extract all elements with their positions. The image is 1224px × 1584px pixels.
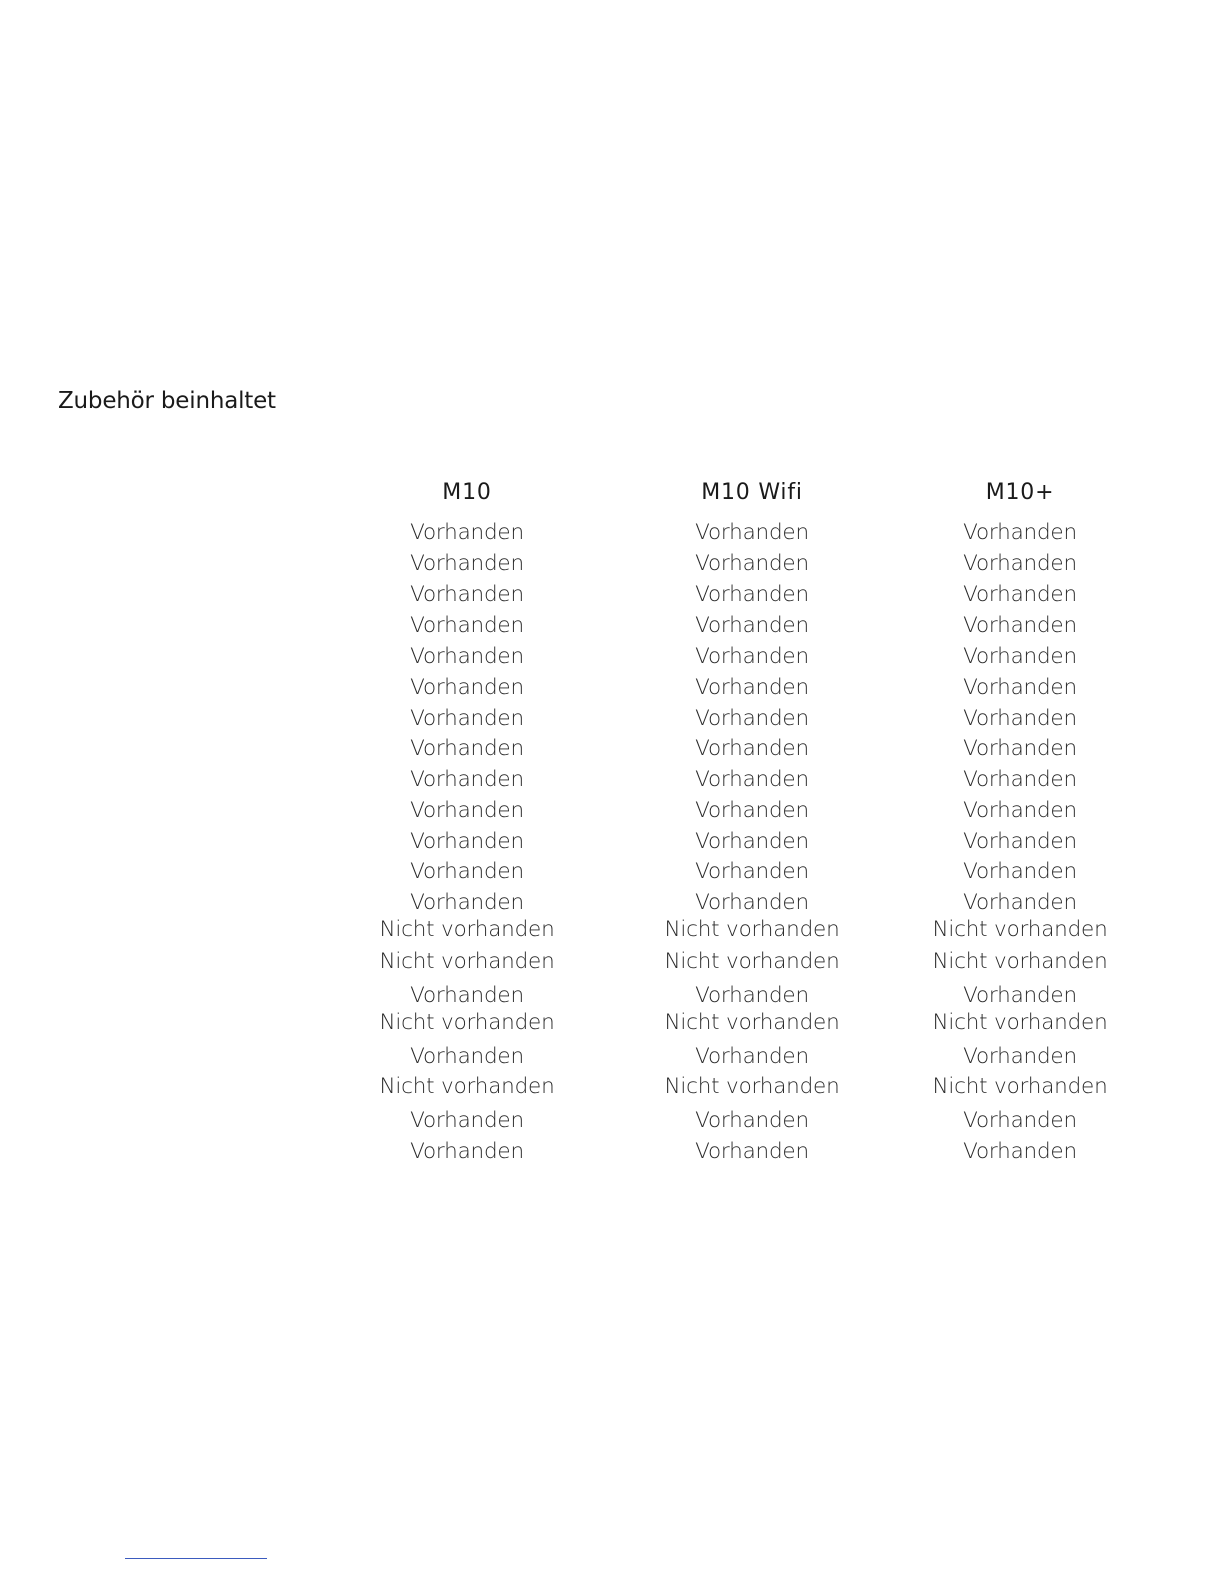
cell-m10-plus-row-2: Vorhanden	[963, 551, 1077, 576]
cell-m10-wifi-row-21: Vorhanden	[695, 1139, 809, 1164]
footer-divider	[125, 1558, 267, 1559]
cell-m10-wifi-row-12: Vorhanden	[695, 859, 809, 884]
cell-m10-row-18: Vorhanden	[410, 1044, 524, 1069]
cell-m10-row-5: Vorhanden	[410, 644, 524, 669]
cell-m10-row-2: Vorhanden	[410, 551, 524, 576]
cell-m10-row-7: Vorhanden	[410, 706, 524, 731]
cell-m10-row-20: Vorhanden	[410, 1108, 524, 1133]
cell-m10-wifi-row-19: Nicht vorhanden	[664, 1074, 840, 1099]
cell-m10-plus-row-5: Vorhanden	[963, 644, 1077, 669]
column-header-m10-wifi: M10 Wifi	[701, 480, 803, 505]
cell-m10-plus-row-20: Vorhanden	[963, 1108, 1077, 1133]
cell-m10-row-3: Vorhanden	[410, 582, 524, 607]
cell-m10-plus-row-21: Vorhanden	[963, 1139, 1077, 1164]
cell-m10-plus-row-10: Vorhanden	[963, 798, 1077, 823]
cell-m10-plus-row-4: Vorhanden	[963, 613, 1077, 638]
cell-m10-row-14: Nicht vorhanden	[379, 917, 555, 942]
cell-m10-wifi-row-3: Vorhanden	[695, 582, 809, 607]
cell-m10-wifi-row-15: Nicht vorhanden	[664, 949, 840, 974]
cell-m10-wifi-row-17: Nicht vorhanden	[664, 1010, 840, 1035]
cell-m10-row-13: Vorhanden	[410, 890, 524, 915]
cell-m10-plus-row-11: Vorhanden	[963, 829, 1077, 854]
cell-m10-wifi-row-11: Vorhanden	[695, 829, 809, 854]
cell-m10-wifi-row-7: Vorhanden	[695, 706, 809, 731]
cell-m10-row-11: Vorhanden	[410, 829, 524, 854]
cell-m10-wifi-row-2: Vorhanden	[695, 551, 809, 576]
cell-m10-wifi-row-1: Vorhanden	[695, 520, 809, 545]
cell-m10-wifi-row-14: Nicht vorhanden	[664, 917, 840, 942]
cell-m10-plus-row-3: Vorhanden	[963, 582, 1077, 607]
cell-m10-plus-row-13: Vorhanden	[963, 890, 1077, 915]
column-header-m10: M10	[442, 480, 492, 505]
cell-m10-plus-row-6: Vorhanden	[963, 675, 1077, 700]
cell-m10-wifi-row-16: Vorhanden	[695, 983, 809, 1008]
cell-m10-plus-row-14: Nicht vorhanden	[932, 917, 1108, 942]
cell-m10-plus-row-15: Nicht vorhanden	[932, 949, 1108, 974]
cell-m10-wifi-row-5: Vorhanden	[695, 644, 809, 669]
cell-m10-plus-row-17: Nicht vorhanden	[932, 1010, 1108, 1035]
cell-m10-row-12: Vorhanden	[410, 859, 524, 884]
cell-m10-row-17: Nicht vorhanden	[379, 1010, 555, 1035]
cell-m10-row-8: Vorhanden	[410, 736, 524, 761]
cell-m10-plus-row-1: Vorhanden	[963, 520, 1077, 545]
cell-m10-wifi-row-20: Vorhanden	[695, 1108, 809, 1133]
cell-m10-row-9: Vorhanden	[410, 767, 524, 792]
cell-m10-row-1: Vorhanden	[410, 520, 524, 545]
cell-m10-plus-row-16: Vorhanden	[963, 983, 1077, 1008]
cell-m10-plus-row-7: Vorhanden	[963, 706, 1077, 731]
cell-m10-row-4: Vorhanden	[410, 613, 524, 638]
cell-m10-wifi-row-8: Vorhanden	[695, 736, 809, 761]
cell-m10-row-10: Vorhanden	[410, 798, 524, 823]
cell-m10-row-19: Nicht vorhanden	[379, 1074, 555, 1099]
cell-m10-wifi-row-6: Vorhanden	[695, 675, 809, 700]
cell-m10-plus-row-9: Vorhanden	[963, 767, 1077, 792]
cell-m10-row-6: Vorhanden	[410, 675, 524, 700]
cell-m10-row-21: Vorhanden	[410, 1139, 524, 1164]
column-header-m10-plus: M10+	[985, 480, 1055, 505]
cell-m10-plus-row-8: Vorhanden	[963, 736, 1077, 761]
cell-m10-plus-row-12: Vorhanden	[963, 859, 1077, 884]
cell-m10-row-15: Nicht vorhanden	[379, 949, 555, 974]
section-title: Zubehör beinhaltet	[58, 388, 276, 414]
cell-m10-plus-row-18: Vorhanden	[963, 1044, 1077, 1069]
cell-m10-row-16: Vorhanden	[410, 983, 524, 1008]
cell-m10-wifi-row-10: Vorhanden	[695, 798, 809, 823]
cell-m10-wifi-row-18: Vorhanden	[695, 1044, 809, 1069]
cell-m10-wifi-row-13: Vorhanden	[695, 890, 809, 915]
cell-m10-wifi-row-4: Vorhanden	[695, 613, 809, 638]
cell-m10-plus-row-19: Nicht vorhanden	[932, 1074, 1108, 1099]
cell-m10-wifi-row-9: Vorhanden	[695, 767, 809, 792]
